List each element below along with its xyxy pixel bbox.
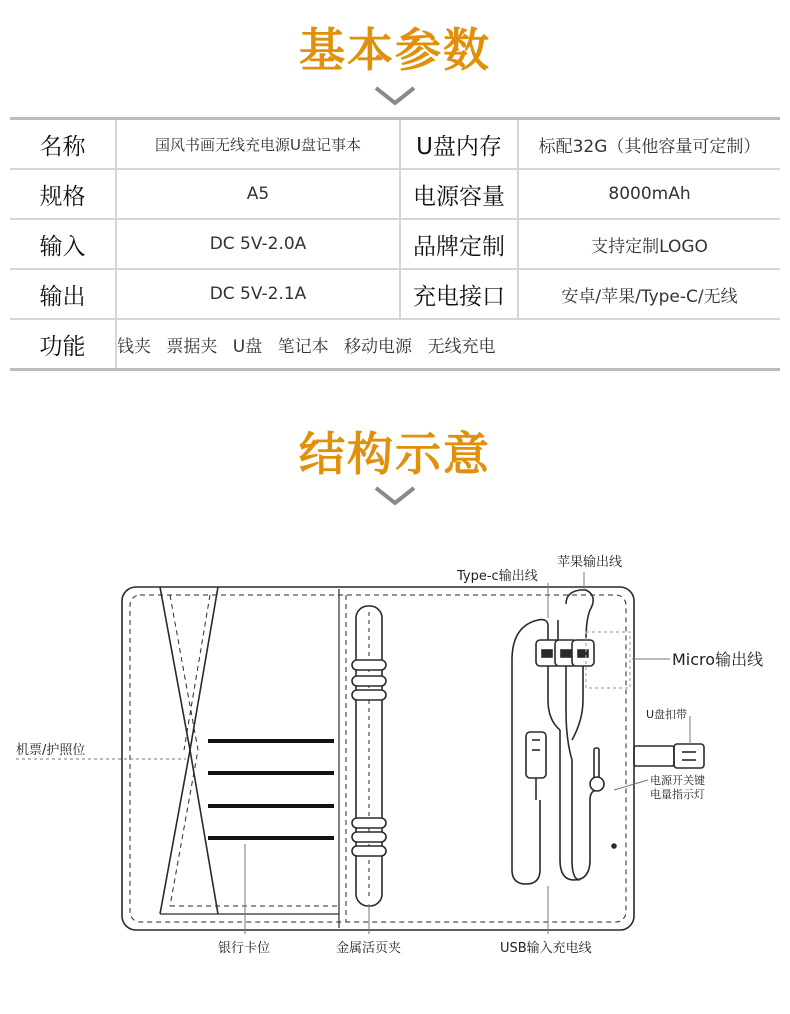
label-typec-cable: Type-c输出线 xyxy=(457,569,538,584)
spec-key: 名称 xyxy=(10,119,116,170)
spec-key: 输出 xyxy=(10,269,116,319)
card-pocket-panel xyxy=(190,587,218,914)
power-switch xyxy=(590,748,616,848)
spec-key: 规格 xyxy=(10,169,116,219)
spec-value: DC 5V-2.1A xyxy=(116,269,400,319)
spec-key: 品牌定制 xyxy=(400,219,518,269)
spec-key: 输入 xyxy=(10,219,116,269)
section-title-basic-params: 基本参数 xyxy=(299,23,491,77)
table-row xyxy=(10,169,780,219)
spec-key: U盘内存 xyxy=(400,119,518,170)
chevron-down-icon xyxy=(374,486,416,506)
spec-key: 电源容量 xyxy=(400,169,518,219)
spec-key: 充电接口 xyxy=(400,269,518,319)
table-row xyxy=(10,269,780,319)
table-row xyxy=(10,219,780,269)
structure-diagram xyxy=(0,540,790,1014)
spec-table xyxy=(10,117,780,371)
usb-strap xyxy=(634,744,704,768)
label-usb-input: USB输入充电线 xyxy=(500,941,592,956)
label-ticket-pocket: 机票/护照位 xyxy=(16,743,86,758)
label-power-switch: 电源开关键 xyxy=(650,774,705,787)
spec-value: 支持定制LOGO xyxy=(518,219,780,269)
ring-binder xyxy=(352,606,386,906)
label-card-slot: 银行卡位 xyxy=(218,941,271,956)
label-usb-strap: U盘扣带 xyxy=(646,708,688,721)
table-row xyxy=(10,119,780,170)
chevron-down-icon xyxy=(374,86,416,106)
label-battery-indicator: 电量指示灯 xyxy=(650,788,705,801)
table-row xyxy=(10,319,780,370)
ticket-pocket xyxy=(160,587,190,914)
label-ring-binder: 金属活页夹 xyxy=(336,941,402,956)
spec-value: A5 xyxy=(116,169,400,219)
spec-value: 安卓/苹果/Type-C/无线 xyxy=(518,269,780,319)
spec-key-function: 功能 xyxy=(10,319,116,370)
spec-value-function: 钱夹 票据夹 U盘 笔记本 移动电源 无线充电 xyxy=(116,319,780,370)
spec-value: 国风书画无线充电源U盘记事本 xyxy=(116,119,400,170)
spec-value: DC 5V-2.0A xyxy=(116,219,400,269)
label-apple-cable: 苹果输出线 xyxy=(557,555,623,570)
charging-cables xyxy=(512,590,598,884)
section-title-structure: 结构示意 xyxy=(299,427,491,481)
spec-value: 8000mAh xyxy=(518,169,780,219)
label-micro-cable: Micro输出线 xyxy=(672,650,764,669)
spec-value: 标配32G（其他容量可定制） xyxy=(518,119,780,170)
